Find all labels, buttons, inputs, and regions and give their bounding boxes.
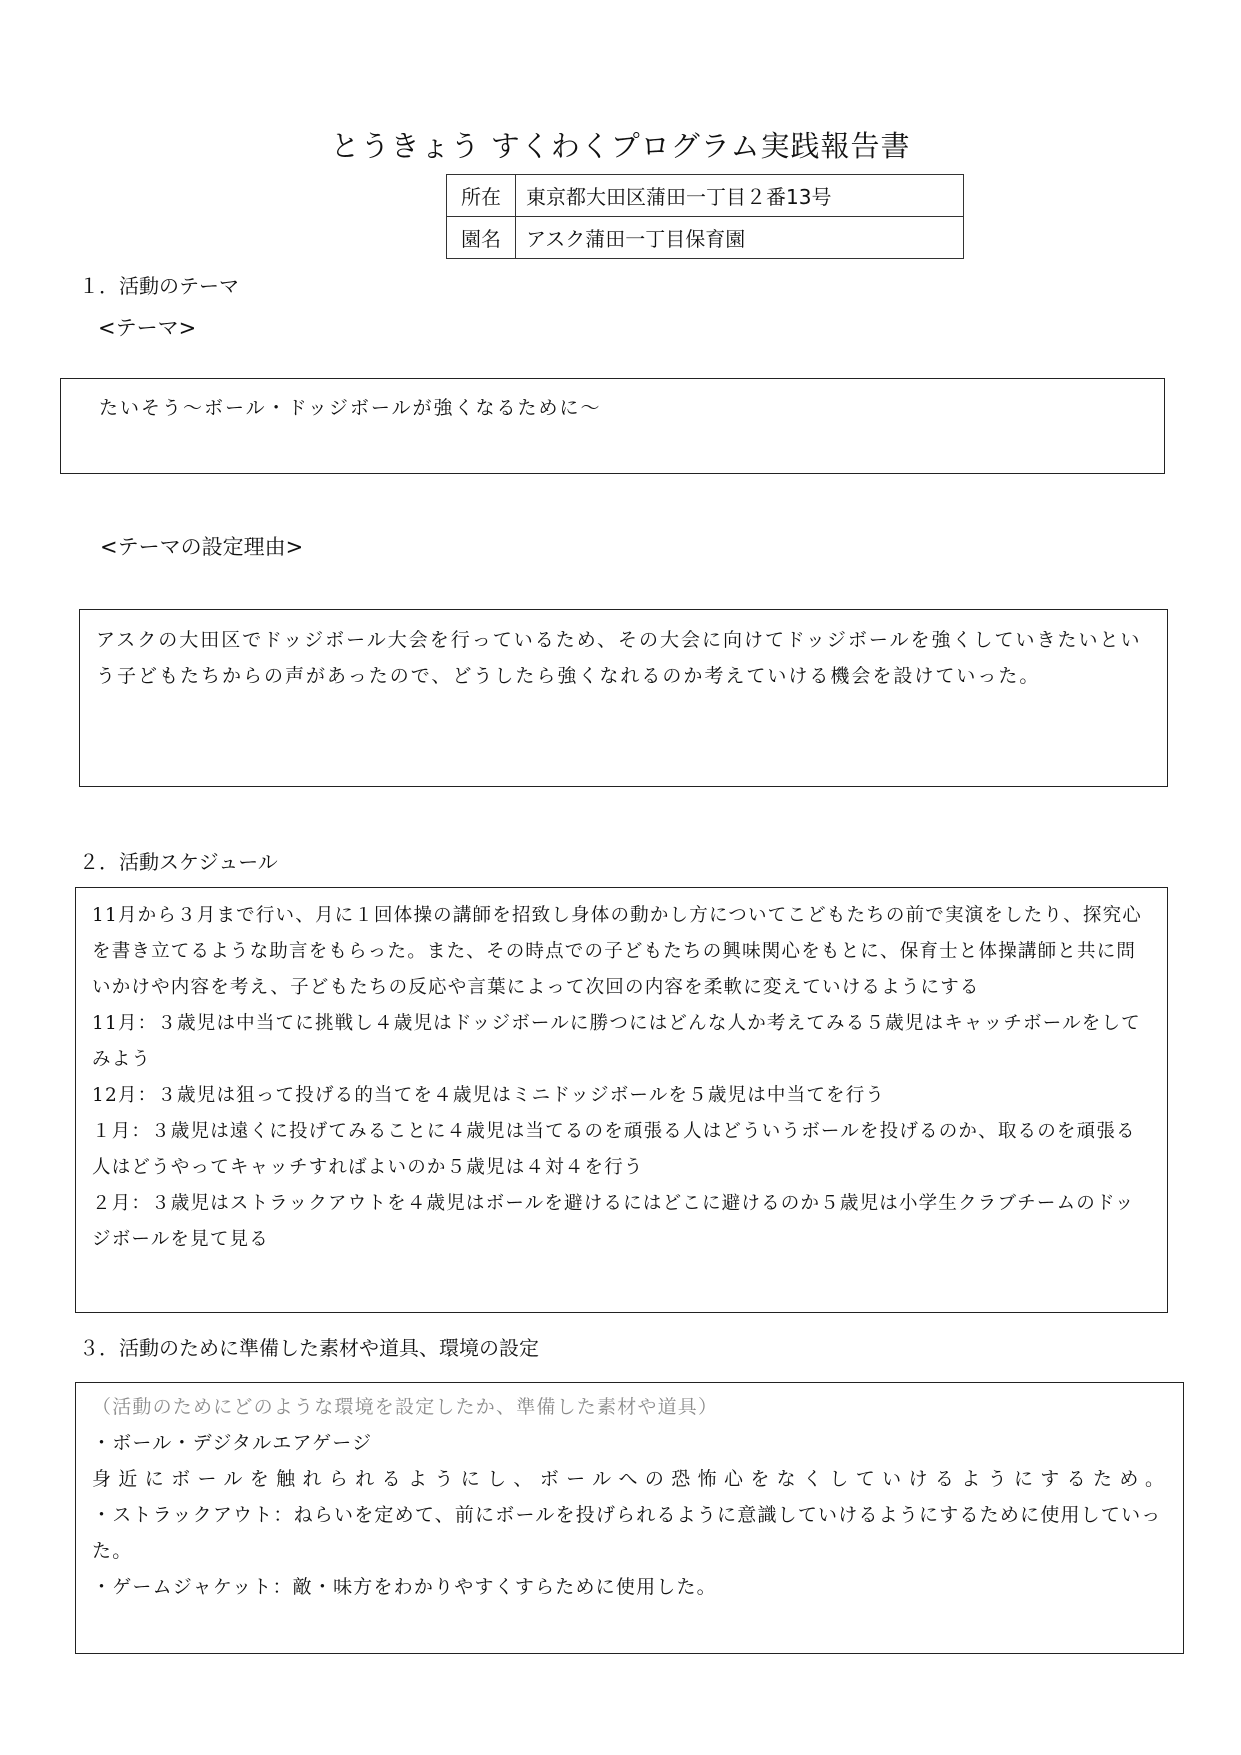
reason-label: <テーマの設定理由> bbox=[100, 535, 304, 559]
facility-name-value: アスク蒲田一丁目保育園 bbox=[516, 217, 964, 259]
schedule-december: 12月：３歳児は狙って投げる的当てを４歳児はミニドッジボールを５歳児は中当てを行う bbox=[92, 1085, 886, 1106]
location-value: 東京都大田区蒲田一丁目２番13号 bbox=[516, 175, 964, 217]
location-row bbox=[447, 175, 964, 217]
materials-ball: ・ボール・デジタルエアゲージ bbox=[92, 1432, 373, 1454]
schedule-overview: 11月から３月まで行い、月に１回体操の講師を招致し身体の動かし方についてこどもたちの前で実演をしたり、探究心を書き立てるような助言をもらった。また、その時点での子どもたちの興味関心をもとに、保育士と体操講師と共に問いかけや内容を考え、子どもたちの反応や言葉によって次回の内容を柔軟に変えていけるようにする bbox=[92, 905, 1142, 998]
schedule-november: 11月：３歳児は中当てに挑戦し４歳児はドッジボールに勝つにはどんな人か考えてみる５歳児はキャッチボールをしてみよう bbox=[92, 1013, 1141, 1070]
facility-name-label: 園名 bbox=[447, 217, 516, 259]
materials-game-jacket: ・ゲームジャケット：敵・味方をわかりやすくすらために使用した。 bbox=[92, 1576, 717, 1598]
theme-box bbox=[60, 378, 1165, 474]
facility-name-row bbox=[447, 217, 964, 259]
section2-heading: ２．活動スケジュール bbox=[79, 850, 278, 874]
materials-struckout: ・ストラックアウト：ねらいを定めて、前にボールを投げられるように意識していけるようにするために使用していった。 bbox=[92, 1504, 1162, 1562]
section3-heading: ３．活動のために準備した素材や道具、環境の設定 bbox=[79, 1336, 539, 1360]
reason-box bbox=[79, 609, 1168, 787]
reason-text: アスクの大田区でドッジボール大会を行っているため、その大会に向けてドッジボールを強くしていきたいという子どもたちからの声があったので、どうしたら強くなれるのか考えていける機会を設けていった。 bbox=[96, 629, 1142, 687]
document-title: とうきょう すくわくプログラム実践報告書 bbox=[330, 129, 911, 163]
section1-heading: １．活動のテーマ bbox=[79, 274, 239, 298]
theme-label: <テーマ> bbox=[98, 316, 197, 340]
location-label: 所在 bbox=[447, 175, 516, 217]
theme-text: たいそう～ボール・ドッジボールが強くなるために～ bbox=[99, 397, 602, 419]
materials-box bbox=[75, 1382, 1184, 1654]
materials-hint: （活動のためにどのような環境を設定したか、準備した素材や道具） bbox=[92, 1396, 719, 1418]
schedule-january: １月：３歳児は遠くに投げてみることに４歳児は当てるのを頑張る人はどういうボールを投げるのか、取るのを頑張る人はどうやってキャッチすればよいのか５歳児は４対４を行う bbox=[92, 1121, 1136, 1178]
schedule-box bbox=[75, 887, 1168, 1313]
schedule-february: ２月：３歳児はストラックアウトを４歳児はボールを避けるにはどこに避けるのか５歳児は小学生クラブチームのドッジボールを見て見る bbox=[92, 1193, 1135, 1250]
materials-ball-reason: 身近にボールを触れられるようにし、ボールへの恐怖心をなくしていけるようにするため。 bbox=[92, 1468, 1167, 1490]
facility-info-table bbox=[446, 174, 964, 259]
